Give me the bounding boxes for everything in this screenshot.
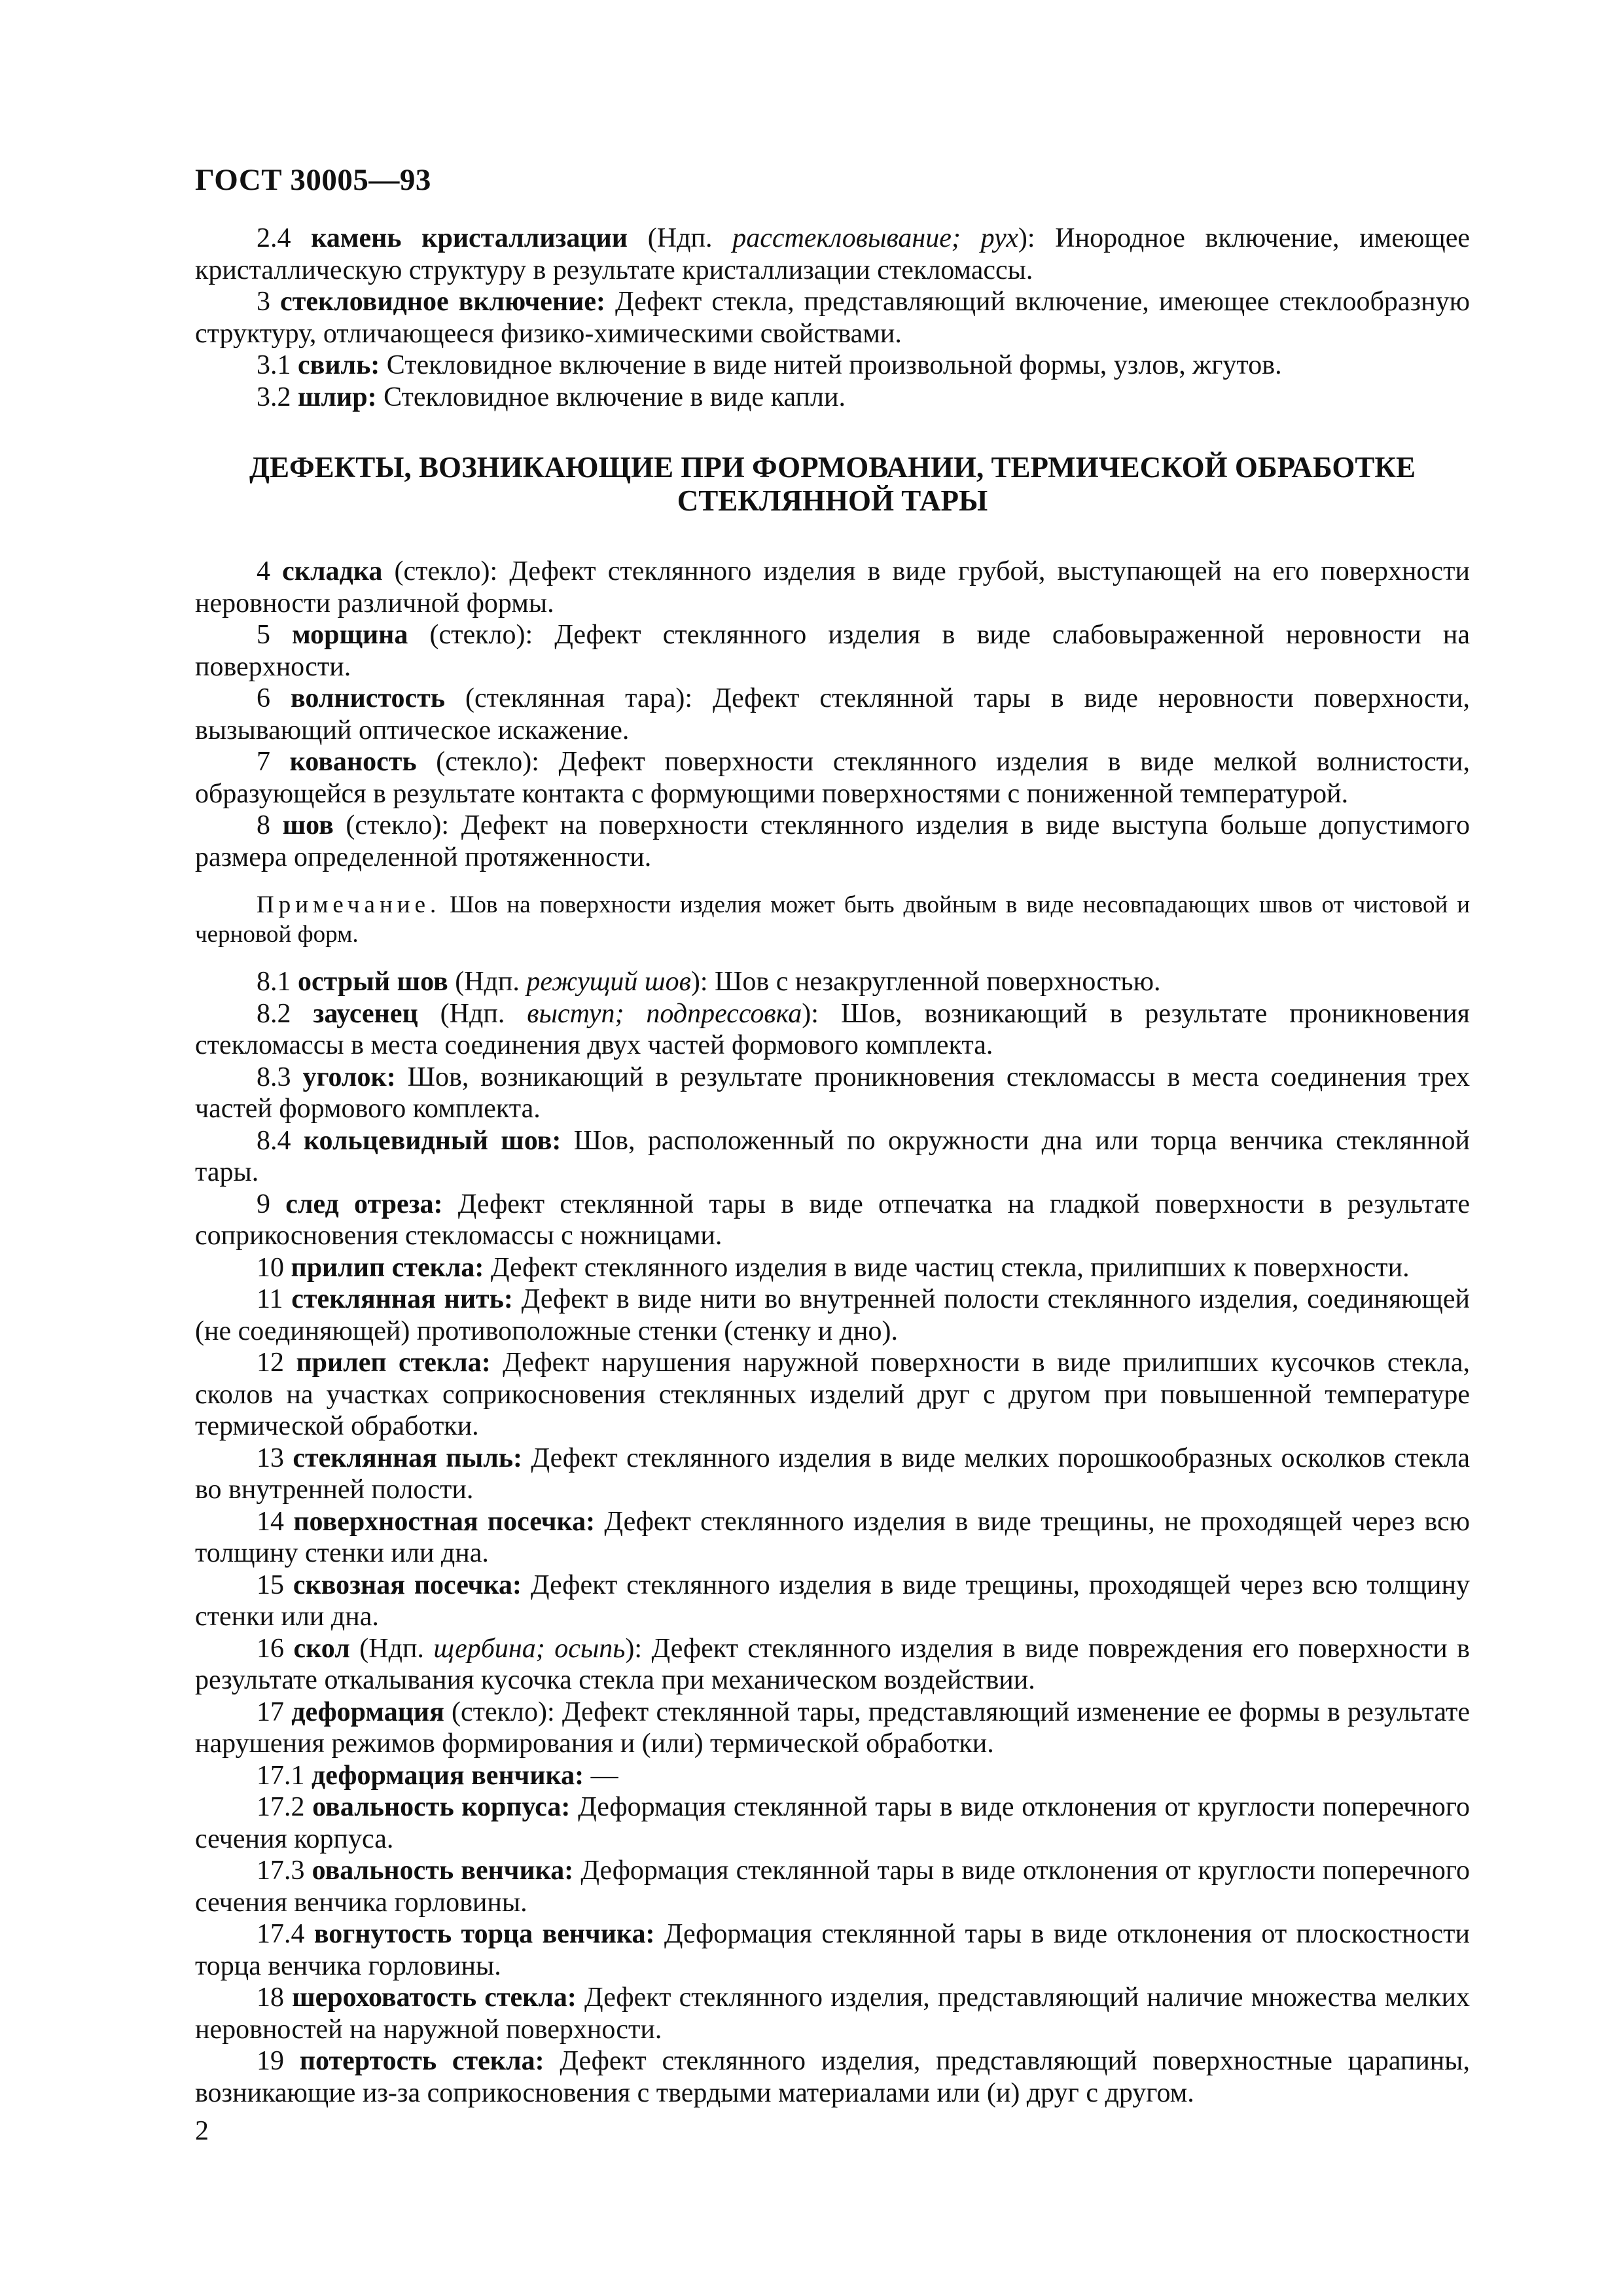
term-number: 8.4 (257, 1125, 291, 1156)
term-definition: Дефект стеклянного изделия в виде слабовыраженной неровности на поверхности. (195, 620, 1470, 682)
terms-block-middle (195, 556, 1470, 873)
term-number: 8.1 (257, 967, 291, 997)
term-entry (195, 1125, 1470, 1189)
term-definition: Дефект стеклянного изделия, представляющий поверхностные царапины, возникающие из-за соприкосновения с твердыми материалами или (и) друг с другом. (195, 2046, 1470, 2108)
term-number: 17.1 (257, 1760, 305, 1791)
term-definition: Дефект в виде нити во внутренней полости стеклянного изделия, соединяющей (не соединяющей) противоположные стенки (стенку и дно). (195, 1284, 1471, 1346)
term-number: 17.3 (257, 1856, 305, 1886)
term-name: складка (282, 556, 383, 586)
term-qualifier: (Ндп. (448, 967, 527, 997)
term-entry (195, 998, 1470, 1062)
term-qualifier-end: ): (802, 998, 819, 1029)
term-name: деформация (291, 1696, 444, 1727)
term-entry (195, 966, 1470, 998)
term-definition: Дефект стекла, представляющий включение, имеющее стеклообразную структуру, отличающееся физико-химическими свойствами. (195, 287, 1471, 349)
term-definition: Шов, расположенный по окружности дна или торца венчика стеклянной тары. (195, 1125, 1470, 1187)
term-qualifier: (стекло): (416, 747, 539, 777)
term-name: волнистость (290, 683, 445, 713)
term-definition: Дефект нарушения наружной поверхности в виде прилипших кусочков стекла, сколов на участках соприкосновения стеклянных изделий друг с другом при повышенной температуре термической обработки. (195, 1348, 1471, 1441)
term-definition: Дефект стеклянного изделия в виде трещины, не проходящей через всю толщину стенки или дна. (195, 1506, 1471, 1568)
document-body (195, 223, 1470, 2109)
term-number: 3.2 (257, 382, 291, 412)
term-name: стекловидное включение: (280, 287, 605, 317)
term-number: 8.2 (257, 998, 291, 1029)
term-number: 17.2 (257, 1792, 305, 1822)
term-qualifier: (стекло): (408, 620, 533, 650)
term-definition: Деформация стеклянной тары в виде отклонения от круглости поперечного сечения венчика горловины. (195, 1856, 1471, 1918)
term-entry (195, 746, 1470, 810)
term-name: след отреза: (285, 1189, 443, 1219)
term-name: кованость (289, 747, 417, 777)
term-number: 10 (257, 1252, 284, 1283)
term-definition: Дефект стеклянного изделия в виде частиц стекла, прилипших к поверхности. (484, 1252, 1410, 1283)
note-label: Примечание. (257, 891, 441, 918)
term-number: 16 (257, 1633, 284, 1664)
term-entry (195, 1062, 1470, 1125)
term-name: стеклянная пыль: (293, 1443, 523, 1473)
term-entry (195, 382, 1470, 414)
term-deprecated: режущий шов (526, 967, 691, 997)
term-qualifier: (стекло): (444, 1696, 555, 1727)
term-definition: Шов, возникающий в результате проникновения стекломассы в места соединения трех частей формового комплекта. (195, 1062, 1470, 1124)
term-number: 6 (257, 683, 270, 713)
term-qualifier-end: ): (690, 967, 708, 997)
term-number: 9 (257, 1189, 270, 1219)
term-definition: Стекловидное включение в виде нитей произвольной формы, узлов, жгутов. (380, 350, 1282, 380)
term-definition: Дефект стеклянной тары в виде отпечатка на гладкой поверхности в результате соприкосновения стекломассы с ножницами. (195, 1189, 1471, 1251)
term-name: камень кристаллизации (311, 223, 628, 253)
term-deprecated: щербина; осыпь (433, 1633, 626, 1664)
term-definition: Дефект стеклянного изделия, представляющий наличие множества мелких неровностей на наружной поверхности. (195, 1982, 1471, 2045)
note-text: Шов на поверхности изделия может быть двойным в виде несовпадающих швов от чистовой и черновой форм. (195, 891, 1470, 948)
term-number: 2.4 (257, 223, 291, 253)
terms-block-top (195, 223, 1470, 413)
term-name: заусенец (313, 998, 418, 1029)
term-number: 18 (257, 1982, 284, 2013)
term-name: уголок: (302, 1062, 396, 1092)
term-number: 3.1 (257, 350, 291, 380)
term-number: 8 (257, 810, 270, 840)
term-number: 19 (257, 2046, 284, 2076)
term-definition: Шов, возникающий в результате проникновения стекломассы в места соединения двух частей формового комплекта. (195, 998, 1470, 1060)
term-entry (195, 810, 1470, 873)
term-entry (195, 1283, 1470, 1347)
term-qualifier-end: ): (1018, 223, 1035, 253)
term-number: 3 (257, 287, 270, 317)
term-definition: Дефект поверхности стеклянного изделия в виде мелкой волнистости, образующейся в результате контакта с формующими поверхностями с пониженной температурой. (195, 747, 1470, 809)
term-entry (195, 1791, 1470, 1855)
term-name: потертость стекла: (299, 2046, 544, 2076)
term-entry (195, 1633, 1470, 1696)
term-name: шероховатость стекла: (292, 1982, 577, 2013)
term-definition: Дефект стеклянного изделия в виде мелких порошкообразных осколков стекла во внутренней полости. (195, 1443, 1470, 1505)
term-entry (195, 1855, 1470, 1918)
term-entry (195, 1443, 1470, 1506)
term-number: 7 (257, 747, 270, 777)
section-title: ДЕФЕКТЫ, ВОЗНИКАЮЩИЕ ПРИ ФОРМОВАНИИ, ТЕРМИЧЕСКОЙ ОБРАБОТКЕ СТЕКЛЯННОЙ ТАРЫ (249, 451, 1416, 517)
term-name: деформация венчика: (312, 1760, 584, 1791)
term-qualifier: (стеклянная тара): (445, 683, 692, 713)
term-entry (195, 619, 1470, 683)
term-qualifier: (стекло): (382, 556, 498, 586)
term-name: шлир: (298, 382, 377, 412)
term-entry (195, 1189, 1470, 1252)
term-number: 17.4 (257, 1919, 305, 1949)
term-definition: Дефект стеклянного изделия в виде грубой, выступающей на его поверхности неровности различной формы. (195, 556, 1471, 619)
term-name: овальность корпуса: (312, 1792, 571, 1822)
term-definition: Стекловидное включение в виде капли. (376, 382, 846, 412)
term-definition: Шов с незакругленной поверхностью. (707, 967, 1161, 997)
term-entry (195, 1760, 1470, 1792)
term-number: 13 (257, 1443, 284, 1473)
term-name: острый шов (298, 967, 448, 997)
term-number: 8.3 (257, 1062, 291, 1092)
term-entry (195, 223, 1470, 286)
term-definition: Дефект стеклянной тары в виде неровности поверхности, вызывающий оптическое искажение. (195, 683, 1471, 745)
term-name: морщина (292, 620, 408, 650)
term-qualifier-end: ): (625, 1633, 643, 1664)
term-name: овальность венчика: (312, 1856, 574, 1886)
term-number: 17 (257, 1696, 284, 1727)
term-name: прилеп стекла: (296, 1348, 491, 1378)
term-number: 15 (257, 1570, 284, 1600)
term-entry (195, 683, 1470, 746)
term-number: 14 (257, 1506, 284, 1537)
term-name: шов (282, 810, 334, 840)
term-entry (195, 2045, 1470, 2109)
term-name: вогнутость торца венчика: (313, 1919, 655, 1949)
term-name: свиль: (298, 350, 380, 380)
term-qualifier: (стекло): (333, 810, 450, 840)
term-entry (195, 1696, 1470, 1760)
term-definition: Дефект на поверхности стеклянного изделия в виде выступа больше допустимого размера определенной протяженности. (195, 810, 1470, 872)
term-deprecated: расстекловывание; рух (732, 223, 1018, 253)
term-definition: Инородное включение, имеющее кристаллическую структуру в результате кристаллизации стекломассы. (195, 223, 1470, 285)
term-number: 12 (257, 1348, 284, 1378)
term-name: скол (293, 1633, 350, 1664)
note (195, 890, 1470, 949)
term-entry (195, 1506, 1470, 1570)
term-name: сквозная посечка: (293, 1570, 522, 1600)
term-number: 5 (257, 620, 270, 650)
term-number: 4 (257, 556, 270, 586)
term-entry (195, 1570, 1470, 1633)
term-entry (195, 1982, 1470, 2045)
term-definition: Деформация стеклянной тары в виде отклонения от круглости поперечного сечения корпуса. (195, 1792, 1471, 1854)
term-qualifier: (Ндп. (349, 1633, 434, 1664)
term-definition: Дефект стеклянного изделия в виде трещины, проходящей через всю толщину стенки или дна. (195, 1570, 1470, 1632)
term-entry (195, 556, 1470, 619)
term-name: поверхностная посечка: (293, 1506, 596, 1537)
terms-block-bottom (195, 966, 1470, 2109)
standard-header: ГОСТ 30005—93 (195, 163, 431, 197)
term-name: стеклянная нить: (291, 1284, 513, 1314)
term-definition: Дефект стеклянной тары, представляющий изменение ее формы в результате нарушения режимов формирования и (или) термической обработки. (195, 1696, 1470, 1759)
term-name: прилип стекла: (291, 1252, 484, 1283)
term-entry (195, 1347, 1470, 1443)
term-entry (195, 350, 1470, 382)
term-definition: Деформация стеклянной тары в виде отклонения от плоскостности торца венчика горловины. (195, 1919, 1471, 1981)
term-qualifier: (Ндп. (628, 223, 733, 253)
term-deprecated: выступ; подпрессовка (527, 998, 802, 1029)
term-entry (195, 1918, 1470, 1982)
term-qualifier: (Ндп. (418, 998, 527, 1029)
term-entry (195, 1252, 1470, 1284)
term-definition: — (584, 1760, 618, 1791)
term-definition: Дефект стеклянного изделия в виде повреждения его поверхности в результате откалывания кусочка стекла при механическом воздействии. (195, 1633, 1471, 1695)
term-name: кольцевидный шов: (303, 1125, 562, 1156)
term-number: 11 (257, 1284, 283, 1314)
term-entry (195, 286, 1470, 350)
page-number: 2 (195, 2116, 209, 2146)
